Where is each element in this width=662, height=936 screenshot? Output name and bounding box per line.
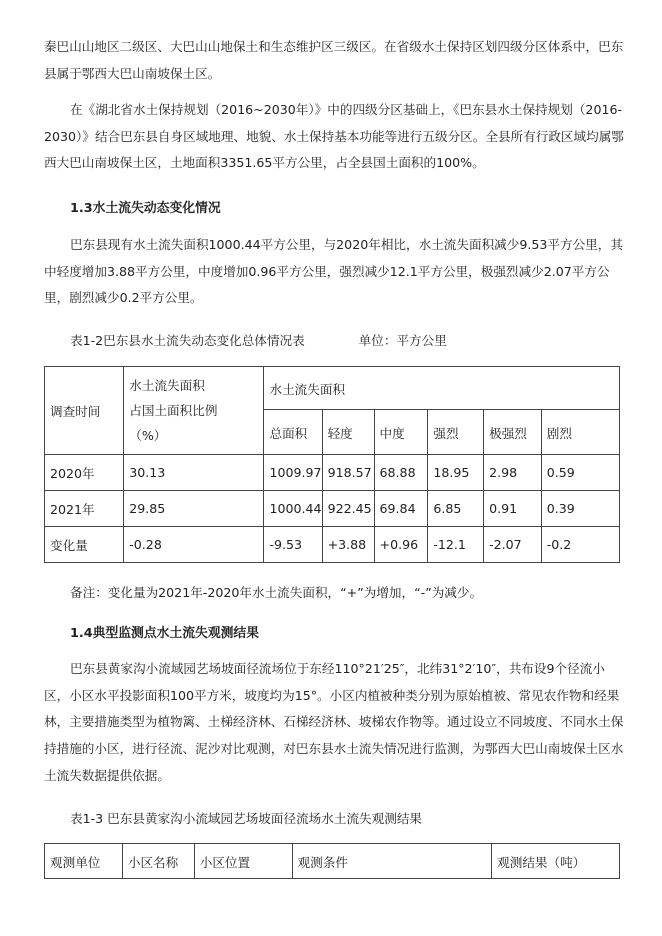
header-observation-unit: 观测单位 <box>45 844 123 879</box>
table-header-row <box>45 367 620 410</box>
header-extremely-intense: 极强烈 <box>484 410 542 455</box>
table-cell: 变化量 <box>45 527 124 563</box>
table-cell: -0.28 <box>124 527 264 563</box>
header-severe: 剧烈 <box>541 410 619 455</box>
header-plot-location: 小区位置 <box>194 844 292 879</box>
paragraph-erosion-change <box>44 232 624 312</box>
paragraph-monitoring-site-text: 巴东县黄家沟小流域园艺场坡面径流场位于东经110°21′25″，北纬31°2′10″，共布设9个径流小区，小区水平投影面积100平方米，坡度均为15°。小区内植被种类分别为原始植被、常见农作物和经果林，主要措施类型为植物篱、土梯经济林、石梯经济林、坡梯农作物等。通过设立不同坡度、不同水土保持措施的小区，进行径流、泥沙对比观测，对巴东县水土流失情况进行监测，为鄂西大巴山南坡保土区水土流失数据提供依据。 <box>44 661 624 783</box>
paragraph-zoning-plan <box>44 97 624 177</box>
header-observation-results: 观测结果（吨） <box>492 844 620 879</box>
header-plot-name: 小区名称 <box>122 844 194 879</box>
table-cell: 30.13 <box>124 455 264 491</box>
header-survey-time: 调查时间 <box>45 367 124 455</box>
header-area-ratio <box>124 367 264 455</box>
table-cell: 69.84 <box>374 491 428 527</box>
table-cell: 0.59 <box>541 455 619 491</box>
table-cell: 2020年 <box>45 455 124 491</box>
table-cell: -12.1 <box>428 527 484 563</box>
erosion-change-table <box>44 366 620 563</box>
table-cell: -2.07 <box>484 527 542 563</box>
header-observation-conditions: 观测条件 <box>292 844 492 879</box>
table-cell: 1000.44 <box>264 491 322 527</box>
header-intense: 强烈 <box>428 410 484 455</box>
header-moderate: 中度 <box>374 410 428 455</box>
table-cell: 0.91 <box>484 491 542 527</box>
table-cell: 918.57 <box>322 455 374 491</box>
table-cell: 2.98 <box>484 455 542 491</box>
table-cell: +3.88 <box>322 527 374 563</box>
paragraph-zoning-plan-text: 在《湖北省水土保持规划（2016~2030年）》中的四级分区基础上，《巴东县水土保持规划（2016-2030）》结合巴东县自身区域地理、地貌、水土保持基本功能等进行五级分区。全县所有行政区域均属鄂西大巴山南坡保土区，土地面积3351.65平方公里，占全县国土面积的100%。 <box>44 102 624 171</box>
section-heading-1-4: 1.4典型监测点水土流失观测结果 <box>70 626 260 641</box>
table-header-row <box>45 844 620 879</box>
table2-caption: 表1-3 巴东县黄家沟小流域园艺场坡面径流场水土流失观测结果 <box>70 811 423 826</box>
table-cell: 6.85 <box>428 491 484 527</box>
table-row <box>45 527 620 563</box>
header-total-area: 总面积 <box>264 410 322 455</box>
observation-results-table <box>44 843 620 879</box>
header-ratio-line1: 水土流失面积 <box>129 378 205 393</box>
paragraph-zoning-intro: 秦巴山山地区二级区、大巴山山地保土和生态维护区三级区。在省级水土保持区划四级分区体系中，巴东县属于鄂西大巴山南坡保土区。 <box>44 39 624 81</box>
table1-title: 表1-2巴东县水土流失动态变化总体情况表 <box>70 333 305 348</box>
table-cell: 68.88 <box>374 455 428 491</box>
table-cell: 1009.97 <box>264 455 322 491</box>
table-cell: 2021年 <box>45 491 124 527</box>
header-ratio-line3: （%） <box>129 428 167 443</box>
paragraph-monitoring-site <box>44 656 624 790</box>
table-cell: 0.39 <box>541 491 619 527</box>
table1-caption <box>70 330 447 349</box>
section-heading-1-3: 1.3水土流失动态变化情况 <box>70 201 221 216</box>
table1-unit: 单位：平方公里 <box>358 333 447 348</box>
table-cell: -9.53 <box>264 527 322 563</box>
header-slight: 轻度 <box>322 410 374 455</box>
header-ratio-line2: 占国土面积比例 <box>129 403 218 418</box>
table-row <box>45 491 620 527</box>
paragraph-erosion-change-text: 巴东县现有水土流失面积1000.44平方公里，与2020年相比，水土流失面积减少9.53平方公里，其中轻度增加3.88平方公里，中度增加0.96平方公里，强烈减少12.1平方公里，极强烈减少2.07平方公里，剧烈减少0.2平方公里。 <box>44 237 623 306</box>
table-cell: +0.96 <box>374 527 428 563</box>
table-row <box>45 455 620 491</box>
table-cell: 29.85 <box>124 491 264 527</box>
header-erosion-area-group: 水土流失面积 <box>264 367 620 410</box>
table1-note: 备注：变化量为2021年-2020年水土流失面积，“+”为增加，“-”为减少。 <box>70 585 483 600</box>
table-cell: 922.45 <box>322 491 374 527</box>
table-cell: 18.95 <box>428 455 484 491</box>
table-cell: -0.2 <box>541 527 619 563</box>
